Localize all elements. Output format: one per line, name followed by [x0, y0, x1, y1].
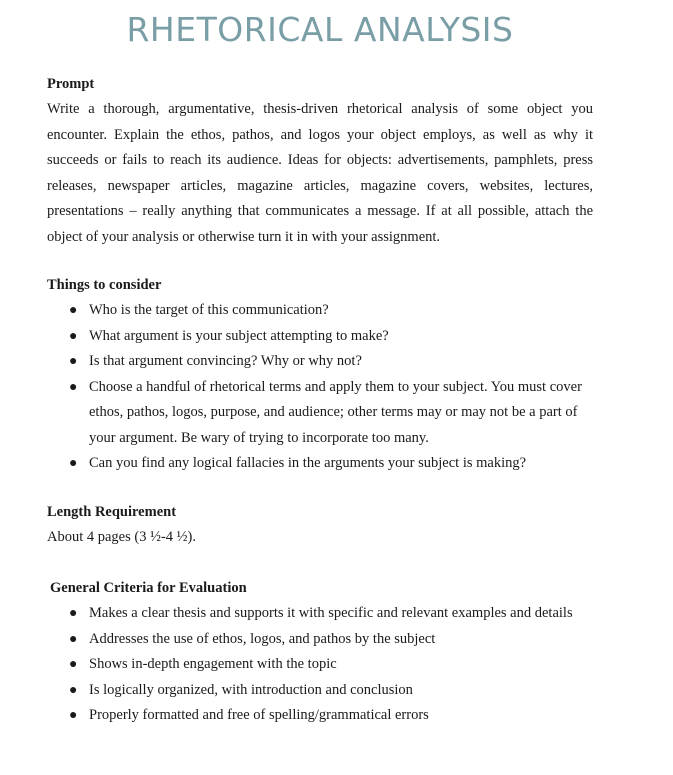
prompt-section — [47, 72, 593, 250]
list-item-text: Who is the target of this communication? — [89, 302, 329, 318]
general-criteria-list — [47, 601, 596, 729]
bullet-icon: ● — [69, 657, 78, 672]
list-item — [47, 375, 593, 452]
list-item — [47, 324, 593, 350]
bullet-icon: ● — [69, 631, 78, 647]
list-item — [47, 601, 596, 627]
things-to-consider-section — [47, 273, 593, 477]
list-item-text: Addresses the use of ethos, logos, and pathos by the subject — [89, 630, 436, 647]
list-item — [47, 349, 593, 375]
bullet-icon: ● — [69, 456, 78, 471]
list-item — [47, 298, 593, 324]
length-requirement-heading: Length Requirement — [47, 504, 177, 520]
list-item — [47, 652, 596, 678]
prompt-heading: Prompt — [47, 76, 95, 92]
bullet-icon: ● — [69, 354, 78, 369]
list-item — [47, 703, 596, 729]
list-item-text: Choose a handful of rhetorical terms and apply them to your subject. You must cover ethos, pathos, logos, purpose, and audience; other terms may or may not be a part of your argument. Be wary of trying to incorporate too many. — [89, 378, 582, 446]
list-item — [47, 678, 596, 704]
list-item-text: Properly formatted and free of spelling/grammatical errors — [89, 707, 429, 723]
bullet-icon: ● — [69, 708, 78, 723]
list-item-text: What argument is your subject attempting to make? — [89, 327, 389, 344]
things-to-consider-heading: Things to consider — [47, 277, 162, 293]
bullet-icon: ● — [69, 682, 78, 698]
bullet-icon: ● — [69, 606, 78, 621]
things-to-consider-list — [47, 298, 593, 477]
list-item-text: Can you find any logical fallacies in the arguments your subject is making? — [89, 455, 527, 471]
length-requirement-text: About 4 pages (3 ½-4 ½). — [47, 529, 197, 545]
document-title: RHETORICAL ANALYSIS — [126, 10, 514, 49]
prompt-text: Write a thorough, argumentative, thesis-driven rhetorical analysis of some object you encounter. Explain the ethos, pathos, and logos your object employs, as well as why it succeeds or fails to reach its audience. Ideas for objects: advertisements, pamphlets, press releases, newspaper articles, magazine articles, magazine covers, websites, lectures, presentations – really anything that communicates a message. If at all possible, attach the object of your analysis or otherwise turn it in with your assignment. — [47, 101, 593, 245]
general-criteria-section — [50, 576, 596, 729]
list-item-text: Is logically organized, with introduction and conclusion — [89, 681, 413, 698]
bullet-icon: ● — [69, 303, 78, 318]
list-item-text: Is that argument convincing? Why or why not? — [89, 353, 362, 369]
list-item — [47, 627, 596, 653]
general-criteria-heading: General Criteria for Evaluation — [50, 580, 247, 596]
list-item — [47, 451, 593, 477]
bullet-icon: ● — [69, 328, 78, 344]
list-item-text: Makes a clear thesis and supports it with specific and relevant examples and details — [89, 605, 573, 621]
bullet-icon: ● — [69, 379, 78, 395]
length-requirement-section — [47, 500, 593, 551]
list-item-text: Shows in-depth engagement with the topic — [89, 656, 337, 672]
